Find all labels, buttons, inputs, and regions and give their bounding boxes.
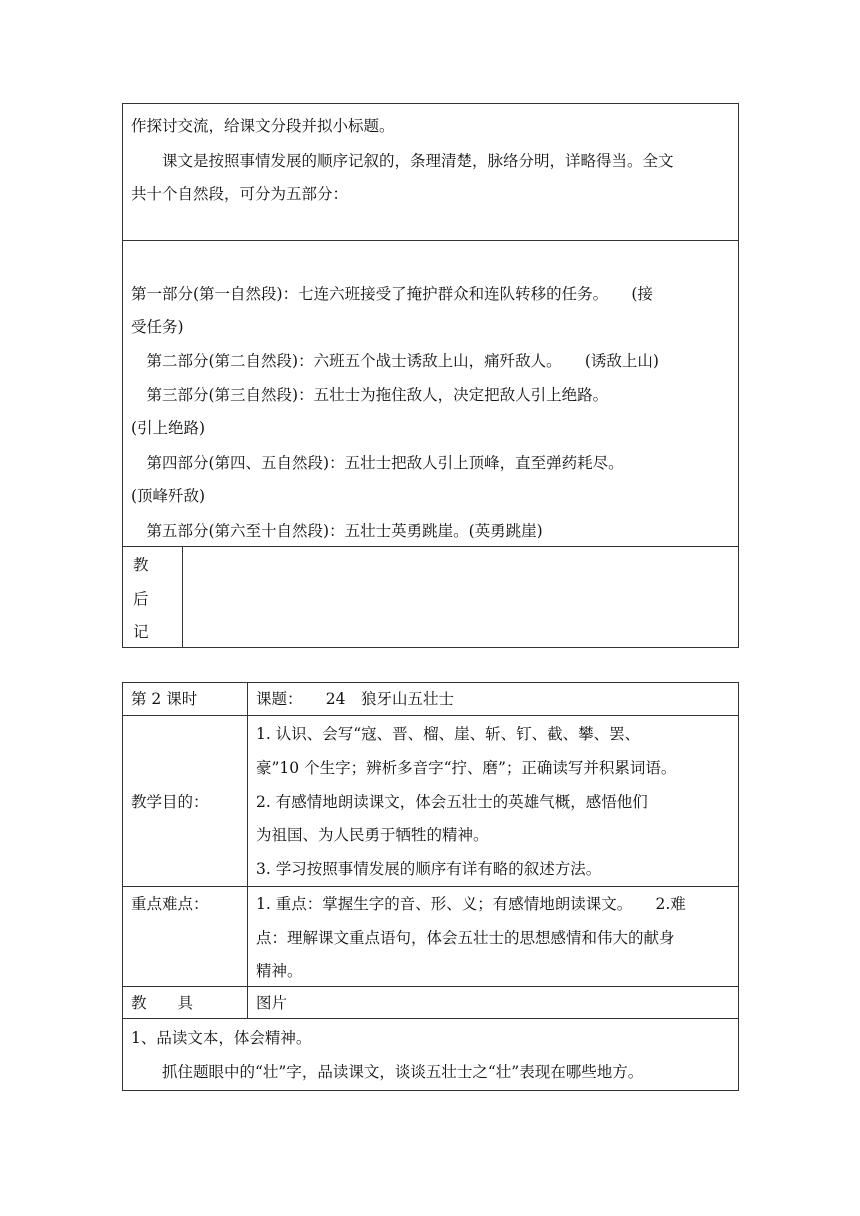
lesson-label: 第 2 课时	[131, 690, 198, 708]
intro-line-1: 作探讨交流，给课文分段并拟小标题。	[131, 117, 395, 135]
afterword-label-3: 记	[133, 623, 149, 641]
table-2-row-divider-3	[122, 986, 739, 987]
topic-label: 课题： 24 狼牙山五壮士	[256, 690, 454, 708]
keypoints-label: 重点难点：	[131, 895, 209, 913]
keypoint-line-2: 点：理解课文重点语句，体会五壮士的思想感情和伟大的献身	[256, 929, 675, 947]
table-1-divider-2	[122, 546, 739, 547]
part-line-1: 第一部分(第一自然段)：七连六班接受了掩护群众和连队转移的任务。 (接	[131, 285, 653, 303]
table-1-divider-1	[122, 240, 739, 241]
table-1-afterword-divider	[182, 546, 183, 648]
tools-value: 图片	[256, 994, 288, 1012]
objective-line-3: 2. 有感情地朗读课文，体会五壮士的英雄气概，感悟他们	[256, 793, 648, 811]
objective-line-2: 豪”10 个生字；辨析多音字“拧、磨”；正确读写并积累词语。	[256, 759, 677, 777]
part-line-5: (引上绝路)	[131, 419, 206, 437]
afterword-label-2: 后	[133, 590, 149, 608]
keypoint-line-1: 1. 重点：掌握生字的音、形、义；有感情地朗读课文。 2.难	[256, 895, 686, 913]
intro-line-2: 课文是按照事情发展的顺序记叙的，条理清楚，脉络分明，详略得当。全文	[131, 152, 674, 170]
objectives-label: 教学目的：	[131, 793, 209, 811]
part-line-7: (顶峰歼敌)	[131, 487, 206, 505]
process-line-1: 1、品读文本，体会精神。	[131, 1029, 312, 1047]
table-2-row-divider-2	[122, 886, 739, 887]
keypoint-line-3: 精神。	[256, 962, 303, 980]
process-line-2: 抓住题眼中的“壮”字，品读课文，谈谈五壮士之“壮”表现在哪些地方。	[131, 1063, 644, 1081]
part-line-6: 第四部分(第四、五自然段)：五壮士把敌人引上顶峰，直至弹药耗尽。	[131, 454, 624, 472]
objective-line-4: 为祖国、为人民勇于牺牲的精神。	[256, 826, 489, 844]
part-line-2: 受任务)	[131, 318, 184, 336]
objective-line-1: 1. 认识、会写“寇、晋、榴、崖、斩、钉、截、攀、罢、	[256, 725, 641, 743]
table-2-row-divider-1	[122, 715, 739, 716]
table-2-row-divider-4	[122, 1018, 739, 1019]
tools-label: 教 具	[131, 994, 194, 1012]
part-line-3: 第二部分(第二自然段)：六班五个战士诱敌上山，痛歼敌人。 (诱敌上山)	[131, 352, 659, 370]
afterword-label-1: 教	[133, 556, 149, 574]
part-line-4: 第三部分(第三自然段)：五壮士为拖住敌人，决定把敌人引上绝路。	[131, 386, 609, 404]
table-2-column-divider	[247, 682, 248, 1018]
part-line-8: 第五部分(第六至十自然段)：五壮士英勇跳崖。(英勇跳崖)	[131, 522, 543, 540]
objective-line-5: 3. 学习按照事情发展的顺序有详有略的叙述方法。	[256, 860, 602, 878]
intro-line-3: 共十个自然段，可分为五部分：	[131, 185, 349, 203]
